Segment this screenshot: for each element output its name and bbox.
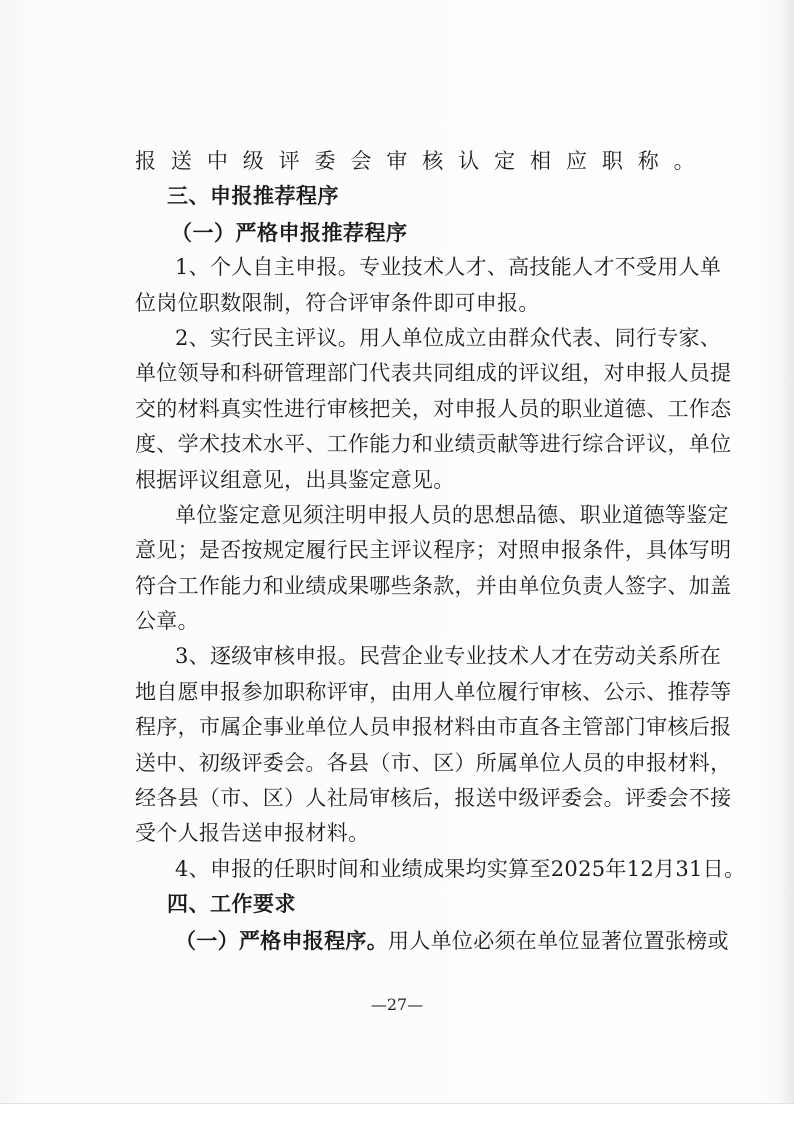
paragraph-line: 度、学术技术水平、工作能力和业绩贡献等进行综合评议，单位 bbox=[135, 432, 732, 457]
paragraph-line: 报送中级评委会审核认定相应职称。 bbox=[135, 149, 695, 173]
paragraph-line: 公章。 bbox=[135, 609, 199, 634]
paragraph-line: 2、实行民主评议。用人单位成立由群众代表、同行专家、 bbox=[175, 325, 722, 350]
inline-rest: 用人单位必须在单位显著位置张榜或 bbox=[388, 928, 729, 953]
paragraph-line: 送中、初级评委会。各县（市、区）所属单位人员的申报材料， bbox=[135, 750, 732, 775]
paragraph-line bbox=[135, 923, 729, 958]
paragraph-line: 地自愿申报参加职称评审，由用人单位履行审核、公示、推荐等 bbox=[135, 679, 732, 704]
body-text bbox=[135, 144, 746, 958]
paragraph-line: 4、申报的任职时间和业绩成果均实算至2025年12月31日。 bbox=[175, 856, 746, 881]
section-heading-4: 四、工作要求 bbox=[167, 892, 296, 917]
scan-edge-shadow bbox=[780, 0, 794, 1103]
paragraph-line: 经各县（市、区）人社局审核后，报送中级评委会。评委会不接 bbox=[135, 786, 732, 811]
paragraph-line: 根据评议组意见，出具鉴定意见。 bbox=[135, 467, 455, 492]
section-heading-3: 三、申报推荐程序 bbox=[167, 184, 339, 209]
paragraph-line: 意见；是否按规定履行民主评议程序；对照申报条件，具体写明 bbox=[135, 538, 732, 563]
paragraph-line: 符合工作能力和业绩成果哪些条款，并由单位负责人签字、加盖 bbox=[135, 573, 732, 598]
paragraph-line: 单位领导和科研管理部门代表共同组成的评议组，对申报人员提 bbox=[135, 361, 732, 386]
paragraph-line: 位岗位职数限制，符合评审条件即可申报。 bbox=[135, 290, 540, 315]
page-number: —27— bbox=[370, 995, 424, 1014]
paragraph-line: 交的材料真实性进行审核把关，对申报人员的职业道德、工作态 bbox=[135, 396, 732, 421]
paragraph-line: 程序，市属企事业单位人员申报材料由市直各主管部门审核后报 bbox=[135, 715, 732, 740]
scan-edge-margin bbox=[0, 1103, 794, 1123]
paragraph-line: 1、个人自主申报。专业技术人才、高技能人才不受用人单 bbox=[175, 255, 722, 280]
paragraph-line: 单位鉴定意见须注明申报人员的思想品德、职业道德等鉴定 bbox=[175, 502, 729, 527]
paragraph-line: 3、逐级审核申报。民营企业专业技术人才在劳动关系所在 bbox=[175, 644, 722, 669]
paragraph-line: 受个人报告送申报材料。 bbox=[135, 821, 370, 846]
subsection-heading: （一）严格申报推荐程序 bbox=[171, 219, 408, 245]
inline-bold-lead: （一）严格申报程序。 bbox=[175, 927, 388, 953]
